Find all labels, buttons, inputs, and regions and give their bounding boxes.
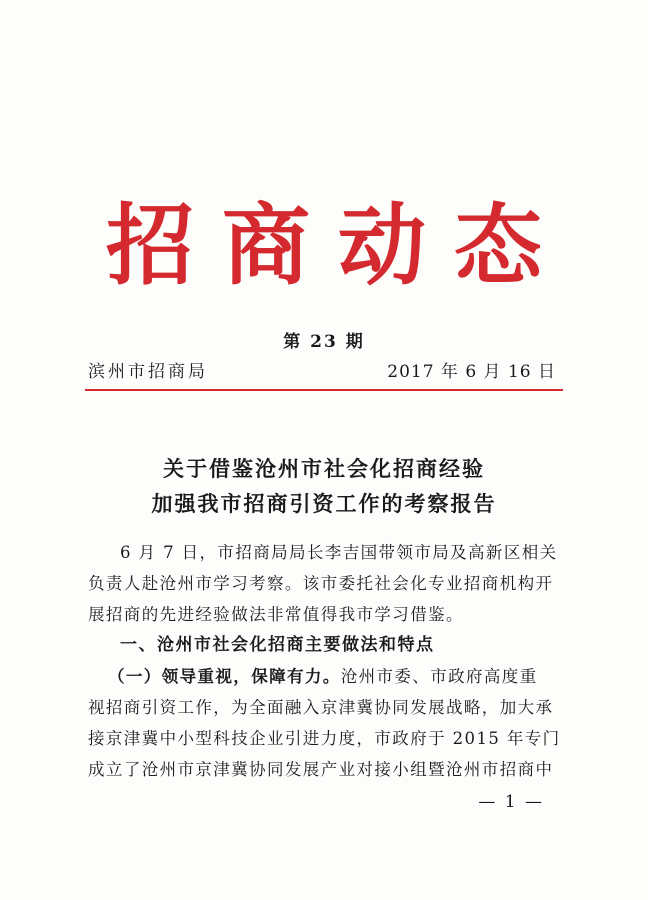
paragraph-1-line-2: 视招商引资工作，为全面融入京津冀协同发展战略，加大承 [88, 698, 554, 717]
issuer-name: 滨州市招商局 [88, 362, 208, 382]
intro-line-2: 负责人赴沧州市学习考察。该市委托社会化专业招商机构开 [88, 574, 554, 593]
report-title-line-1: 关于借鉴沧州市社会化招商经验 [163, 456, 485, 481]
paragraph-1-line-3: 接京津冀中小型科技企业引进力度，市政府于 2015 年专门 [88, 729, 561, 748]
report-title-line-2: 加强我市招商引资工作的考察报告 [151, 491, 497, 516]
issue-number: 第 23 期 [283, 332, 365, 352]
paragraph-1-line-4: 成立了沧州市京津冀协同发展产业对接小组暨沧州市招商中 [88, 760, 554, 779]
issue-date: 2017 年 6 月 16 日 [387, 362, 556, 382]
paragraph-1-first-text: 沧州市委、市政府高度重 [340, 667, 538, 686]
intro-line-1: 6 月 7 日，市招商局局长李吉国带领市局及高新区相关 [120, 543, 558, 562]
section-1-heading: 一、沧州市社会化招商主要做法和特点 [120, 635, 435, 655]
paragraph-1-line-1 [108, 661, 580, 692]
red-divider-line [85, 389, 563, 391]
page-number: — 1 — [478, 792, 544, 812]
masthead-title: 招商动态 [105, 193, 570, 297]
intro-line-3: 展招商的先进经验做法非常值得我市学习借鉴。 [88, 605, 464, 624]
paragraph-1-subheading: （一）领导重视，保障有力。 [108, 667, 341, 686]
